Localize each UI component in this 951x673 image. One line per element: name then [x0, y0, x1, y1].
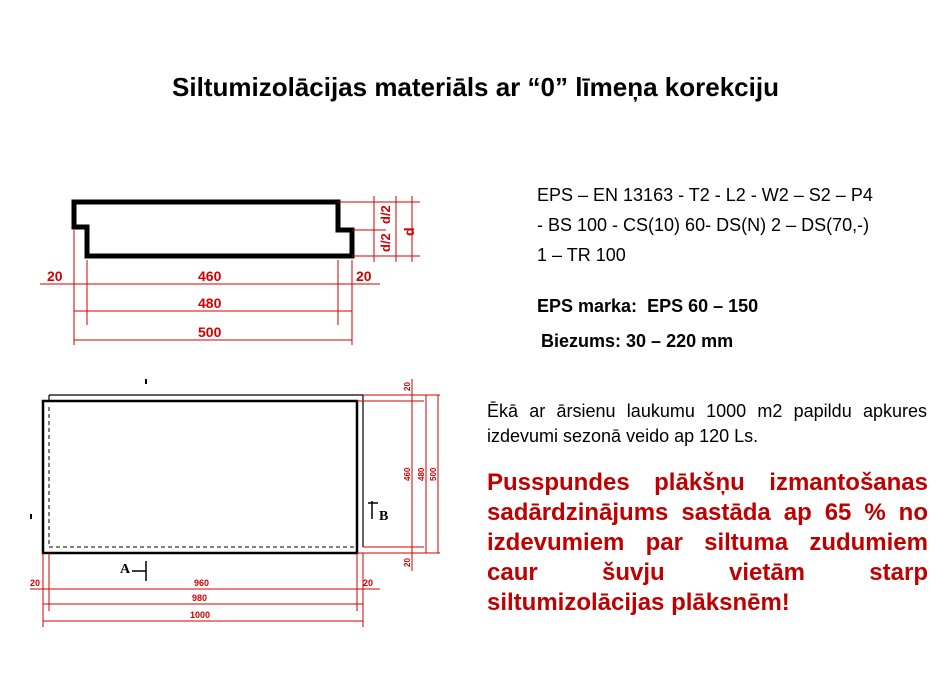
board-outline [43, 401, 357, 553]
highlight-statement [487, 468, 928, 618]
dim-v-outer: 500 [429, 467, 438, 481]
page-title: Siltumizolācijas materiāls ar “0” līmeņa korekciju [172, 72, 779, 102]
board-section-drawing [30, 180, 430, 355]
biezums-value: 30 – 220 mm [626, 331, 734, 351]
dim-thickness: d [401, 227, 417, 236]
dim-outer: 500 [198, 324, 222, 340]
eps-marka-label: EPS marka: [537, 296, 638, 316]
biezums [541, 331, 733, 352]
dim-mid: 480 [198, 295, 222, 311]
spec-line: EPS – EN 13163 - T2 - L2 - W2 – S2 – P4 [537, 185, 873, 205]
dim-v-top: 20 [403, 382, 412, 391]
dim-left: 20 [30, 578, 41, 588]
highlight-line: sadārdzinājums sastāda ap 65 % no [487, 499, 928, 526]
dim-left: 20 [47, 268, 63, 284]
dim-inner: 460 [198, 268, 222, 284]
dim-right: 20 [356, 268, 372, 284]
highlight-line: siltumizolācijas plāksnēm! [487, 589, 790, 616]
dim-inner: 960 [194, 578, 210, 588]
highlight-line: caur šuvju vietām starp [487, 559, 928, 586]
biezums-label: Biezums: [541, 331, 622, 351]
dim-half-top: d/2 [378, 205, 393, 224]
eps-marka-value: EPS 60 – 150 [647, 296, 759, 316]
spec-line: 1 – TR 100 [537, 245, 626, 265]
dim-outer: 1000 [190, 610, 211, 620]
cost-note: Ēkā ar ārsienu laukumu 1000 m2 papildu apkures izdevumi sezonā veido ap 120 Ls. [487, 401, 927, 446]
dim-half-bottom: d/2 [378, 233, 393, 252]
section-b-label: B [379, 509, 389, 524]
dim-v-mid: 480 [417, 467, 426, 481]
spec-line: - BS 100 - CS(10) 60- DS(N) 2 – DS(70,-) [537, 215, 870, 235]
highlight-line: izdevumiem par siltuma zudumiem [487, 529, 928, 556]
board-plan-drawing [28, 375, 448, 635]
dim-v-bottom: 20 [403, 558, 412, 567]
dim-right: 20 [363, 578, 374, 588]
highlight-line: Pusspundes plākšņu izmantošanas [487, 469, 928, 496]
eps-specification [537, 180, 937, 270]
dim-mid: 980 [192, 593, 208, 603]
dim-v-inner: 460 [403, 467, 412, 481]
section-a-label: A [120, 562, 131, 577]
eps-marka [537, 296, 758, 317]
board-profile [74, 202, 352, 256]
